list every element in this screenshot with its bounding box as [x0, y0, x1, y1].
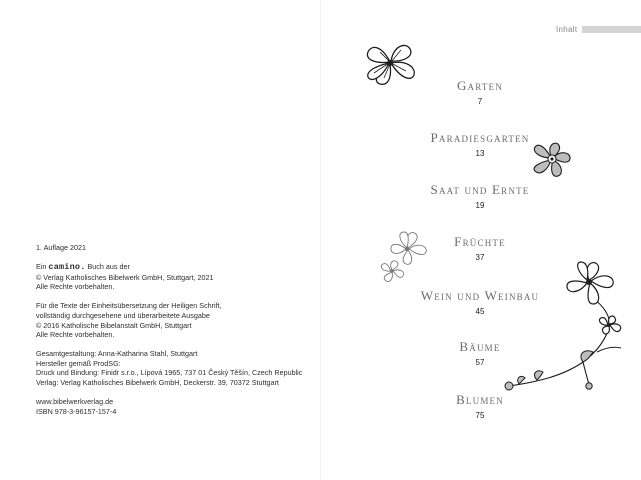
toc-title: Paradiesgarten — [430, 130, 530, 145]
flower-branch-icon — [497, 258, 633, 398]
toc-page-number: 37 — [475, 253, 485, 262]
toc-title: Saat und Ernte — [430, 182, 530, 197]
section-label: Inhalt — [556, 25, 578, 34]
page-gutter — [320, 0, 321, 480]
imprint-copyright: Ein camino. Buch aus der © Verlag Katholisches Bibelwerk GmbH, Stuttgart, 2021 Alle Rechte vorbehalten. — [36, 262, 306, 292]
toc-page-number: 19 — [475, 201, 485, 210]
toc-page-number: 75 — [475, 411, 485, 420]
imprint-book-of: Ein camino. Buch aus der — [36, 262, 130, 273]
flower-outline-icon — [362, 40, 420, 88]
toc-title: Wein und Weinbau — [420, 288, 540, 303]
toc-title: Blumen — [456, 392, 504, 407]
flower-filled-icon — [528, 140, 576, 180]
toc-page-number: 13 — [475, 149, 485, 158]
flower-cluster-icon — [376, 226, 438, 288]
toc-entry-saat-und-ernte[interactable] — [400, 182, 560, 210]
imprint-bible-rights: Für die Texte der Einheitsübersetzung der Heiligen Schrift, vollständig durchgesehene und überarbeitete Ausgabe © 2016 Katholische Bibelanstalt GmbH, Stuttgart Alle Rechte vorbehalten. — [36, 301, 222, 340]
toc-entry-garten[interactable] — [400, 78, 560, 106]
toc-page-number: 7 — [477, 97, 483, 106]
imprint-block — [36, 243, 306, 426]
toc-page-number: 45 — [475, 307, 485, 316]
toc-title: Bäume — [459, 339, 501, 354]
camino-brand: camino. — [48, 262, 86, 273]
imprint-edition: 1. Auflage 2021 — [36, 243, 86, 252]
section-tab-bar — [582, 26, 641, 33]
toc-title: Früchte — [454, 234, 506, 249]
imprint-production: Gesamtgestaltung: Anna-Katharina Stahl, Stuttgart Hersteller gemäß ProdSG: Druck und Bindung: Finidr s.r.o., Lípová 1965, 737 01 Český Těšín, Czech Republic Verlag: Verlag Katholisches Bibelwerk GmbH, Deckerstr. 39, 70372 Stuttgart — [36, 349, 303, 388]
toc-title: Garten — [456, 78, 504, 93]
imprint-contact: www.bibelwerkverlag.de ISBN 978-3-96157-157-4 — [36, 397, 117, 416]
toc-page-number: 57 — [475, 358, 485, 367]
